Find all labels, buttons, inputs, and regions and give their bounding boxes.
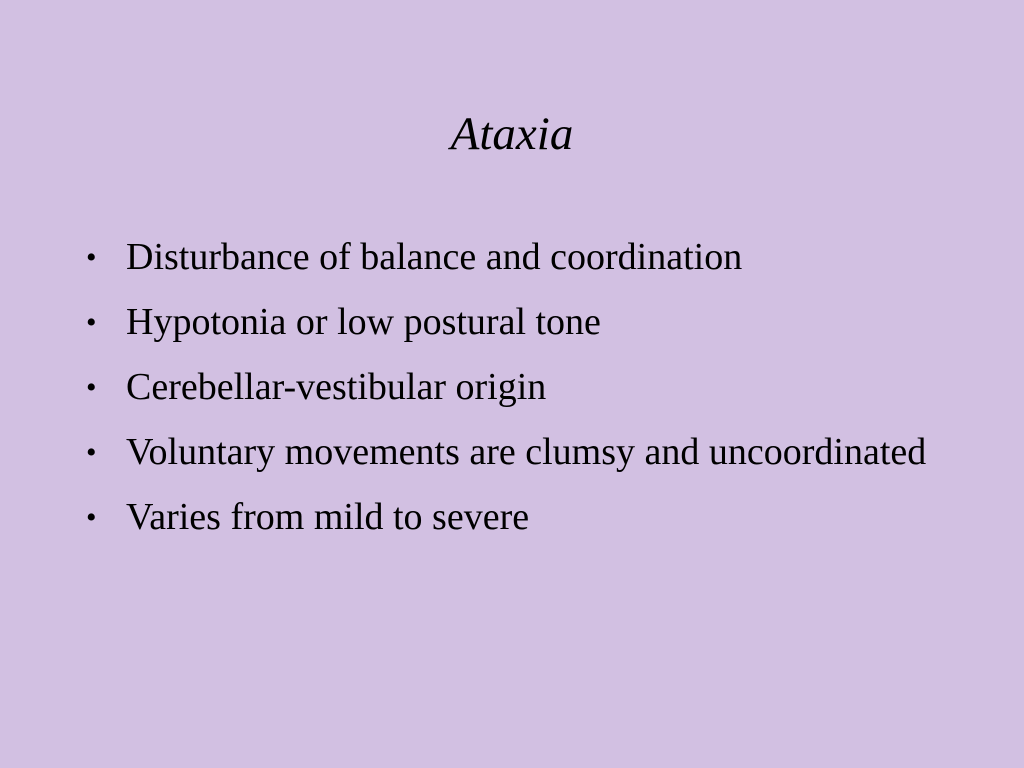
bullet-icon: • [86,436,97,469]
bullet-text: Cerebellar-vestibular origin [126,366,547,408]
bullet-icon: • [86,501,97,534]
bullet-text: Voluntary movements are clumsy and uncoordinated [126,431,927,473]
bullet-text: Hypotonia or low postural tone [126,301,601,343]
list-item [86,232,946,283]
bullet-icon: • [86,241,97,274]
list-item [86,492,946,543]
bullet-text: Disturbance of balance and coordination [126,236,743,278]
list-item [86,297,946,348]
list-item [86,362,946,413]
bullet-icon: • [86,371,97,404]
bullet-icon: • [86,306,97,339]
slide-title: Ataxia [450,108,574,160]
list-item [86,427,946,478]
bullet-text: Varies from mild to severe [126,496,530,538]
bullet-list [86,232,946,557]
